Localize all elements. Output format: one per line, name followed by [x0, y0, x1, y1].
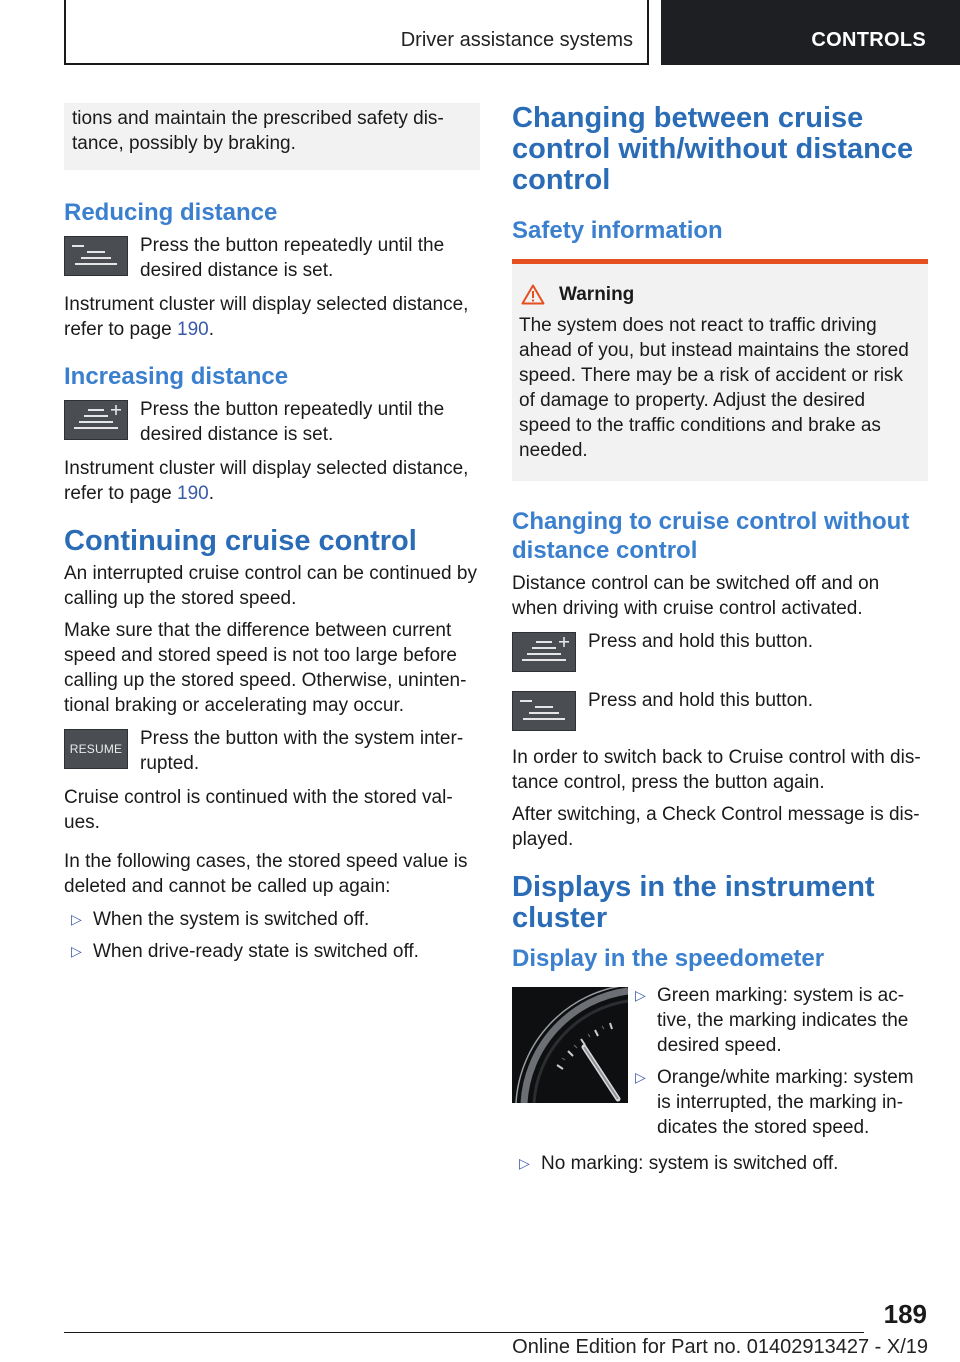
increasing-distance-instruction: [64, 397, 480, 447]
changing-p3: After switching, a Check Control message is displayed.: [512, 804, 920, 850]
header-chapter-label: CONTROLS: [811, 29, 926, 51]
increasing-distance-button-text: Press the button repeatedly until the desired distance is set.: [140, 399, 445, 445]
reducing-distance-body: Instrument cluster will display selected distance, refer to page 190.: [64, 294, 469, 340]
list-item: ▷ No marking: system is switched off.: [519, 1153, 839, 1174]
left-column: [64, 103, 480, 971]
warning-triangle-icon: [521, 284, 545, 305]
page-ref-link[interactable]: 190: [177, 319, 209, 340]
footer-edition: Online Edition for Part no. 01402913427 - X/19: [512, 1336, 928, 1358]
speedometer-section: [512, 985, 928, 1151]
press-hold-instruction-1: [512, 629, 928, 672]
resume-button-label: RESUME: [69, 742, 123, 756]
press-hold-text-1: Press and hold this button.: [588, 631, 813, 652]
warning-title: Warning: [519, 282, 920, 307]
press-hold-instruction-2: [512, 688, 928, 731]
reducing-distance-instruction: [64, 233, 480, 283]
list-item: ▷ When drive-ready state is switched off.: [71, 941, 419, 962]
continuing-p4: In the following cases, the stored speed value is deleted and cannot be called up again:: [64, 851, 468, 897]
resume-button-icon: [64, 729, 128, 769]
press-hold-text-2: Press and hold this button.: [588, 690, 813, 711]
header-chapter-tab: [661, 0, 960, 65]
reducing-distance-button-text: Press the button repeatedly until the desired distance is set.: [140, 235, 445, 281]
triangle-bullet-icon: ▷: [519, 1155, 530, 1171]
continuing-cruise-control-heading: Continuing cruise control: [64, 525, 417, 557]
continuing-p1: An interrupted cruise control can be continued by calling up the stored speed.: [64, 563, 477, 609]
list-item: ▷ When the system is switched off.: [71, 909, 370, 930]
continuing-p2: Make sure that the difference between current speed and stored speed is not too large before calling up the stored speed. Otherwise, unintentional braking or accelerating may occur.: [64, 620, 467, 716]
warning-box: [512, 259, 928, 481]
right-column: [512, 103, 928, 1183]
reducing-distance-heading: Reducing distance: [64, 199, 278, 226]
distance-increase-button-icon: [64, 400, 128, 440]
warning-text: The system does not react to traffic driving ahead of you, but instead maintains the stored speed. There may be a risk of accident or risk of damage to property. Adjust the desired speed to the traffic conditions and brake as needed.: [519, 315, 909, 461]
speedometer-markings-list: [628, 983, 928, 1147]
distance-increase-button-icon: [512, 632, 576, 672]
changing-to-cruise-heading: Changing to cruise control without distance control: [512, 508, 910, 564]
list-item: ▷ Green marking: system is active, the marking indicates the desired speed.: [635, 985, 909, 1056]
header-section-title: Driver assistance systems: [400, 29, 633, 51]
resume-button-text: Press the button with the system interrupted.: [140, 728, 464, 774]
increasing-distance-body: Instrument cluster will display selected distance, refer to page 190.: [64, 458, 469, 504]
header-section-frame: [64, 0, 649, 65]
triangle-bullet-icon: ▷: [71, 911, 82, 927]
footer-rule: [64, 1332, 864, 1333]
displays-heading: Displays in the instrument cluster: [512, 871, 875, 934]
resume-instruction: [64, 726, 480, 776]
page-number: 189: [883, 1299, 927, 1329]
changing-p2: In order to switch back to Cruise control with distance control, press the button again.: [512, 747, 921, 793]
distance-decrease-button-icon: [512, 691, 576, 731]
continued-text: tions and maintain the prescribed safety distance, possibly by braking.: [72, 108, 444, 154]
continuing-p3: Cruise control is continued with the stored values.: [64, 787, 453, 833]
changing-between-heading: Changing between cruise control with/without distance control: [512, 102, 914, 196]
triangle-bullet-icon: ▷: [71, 943, 82, 959]
speedometer-heading: Display in the speedometer: [512, 945, 825, 972]
changing-p1: Distance control can be switched off and on when driving with cruise control activated.: [512, 573, 880, 619]
distance-decrease-button-icon: [64, 236, 128, 276]
safety-information-heading: Safety information: [512, 217, 723, 244]
triangle-bullet-icon: ▷: [635, 987, 646, 1003]
page-ref-link[interactable]: 190: [177, 483, 209, 504]
speedometer-markings-list-continued: [512, 1151, 928, 1176]
deleted-cases-list: [64, 907, 480, 964]
speedometer-image: [512, 987, 628, 1103]
triangle-bullet-icon: ▷: [635, 1069, 646, 1085]
list-item: ▷ Orange/white marking: system is interrupted, the marking indicates the stored speed.: [635, 1067, 914, 1138]
increasing-distance-heading: Increasing distance: [64, 363, 289, 390]
continued-text-box: [64, 103, 480, 170]
